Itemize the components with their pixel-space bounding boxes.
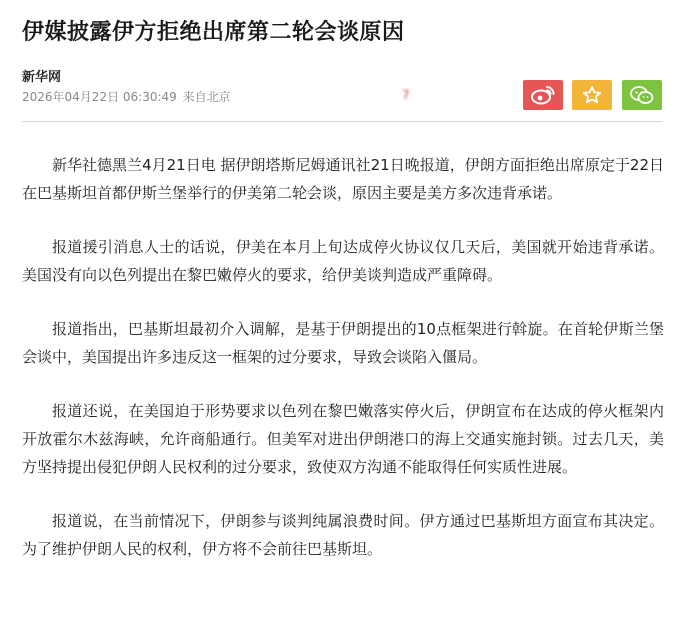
article-paragraph: 新华社德黑兰4月21日电 据伊朗塔斯尼姆通讯社21日晚报道，伊朗方面拒绝出席原定于22日在巴基斯坦首都伊斯兰堡举行的伊美第二轮会谈，原因主要是美方多次违背承诺。 xyxy=(22,156,664,202)
article-source[interactable]: 新华网 xyxy=(22,70,62,85)
article-meta xyxy=(22,88,231,105)
article-paragraph: 报道指出，巴基斯坦最初介入调解，是基于伊朗提出的10点框架进行斡旋。在首轮伊斯兰堡会谈中，美国提出许多违反这一框架的过分要求，导致会谈陷入僵局。 xyxy=(22,320,664,366)
weibo-icon xyxy=(530,85,556,105)
article-title: 伊媒披露伊方拒绝出席第二轮会谈原因 xyxy=(22,20,405,45)
share-wechat-button[interactable] xyxy=(622,80,662,110)
article-paragraph: 报道说，在当前情况下，伊朗参与谈判纯属浪费时间。伊方通过巴基斯坦方面宣布其决定。为了维护伊朗人民的权利，伊方将不会前往巴基斯坦。 xyxy=(22,512,664,558)
star-icon xyxy=(582,85,602,105)
share-weibo-button[interactable] xyxy=(523,80,563,110)
article-paragraph: 报道援引消息人士的话说，伊美在本月上旬达成停火协议仅几天后，美国就开始违背承诺。美国没有向以色列提出在黎巴嫩停火的要求，给伊美谈判造成严重障碍。 xyxy=(22,238,664,284)
publish-datetime: 2026年04月22日 06:30:49 xyxy=(22,90,177,104)
publish-origin: 来自北京 xyxy=(182,90,231,104)
article-paragraph: 报道还说，在美国迫于形势要求以色列在黎巴嫩落实停火后，伊朗宣布在达成的停火框架内开放霍尔木兹海峡，允许商船通行。但美军对进出伊朗港口的海上交通实施封锁。过去几天，美方坚持提出侵犯伊朗人民权利的过分要求，致使双方沟通不能取得任何实质性进展。 xyxy=(22,402,664,476)
share-favorite-button[interactable] xyxy=(572,80,612,110)
blurred-watermark: 7 xyxy=(402,88,441,102)
header-divider xyxy=(22,121,662,122)
article-body xyxy=(22,151,664,589)
wechat-icon xyxy=(629,85,655,105)
